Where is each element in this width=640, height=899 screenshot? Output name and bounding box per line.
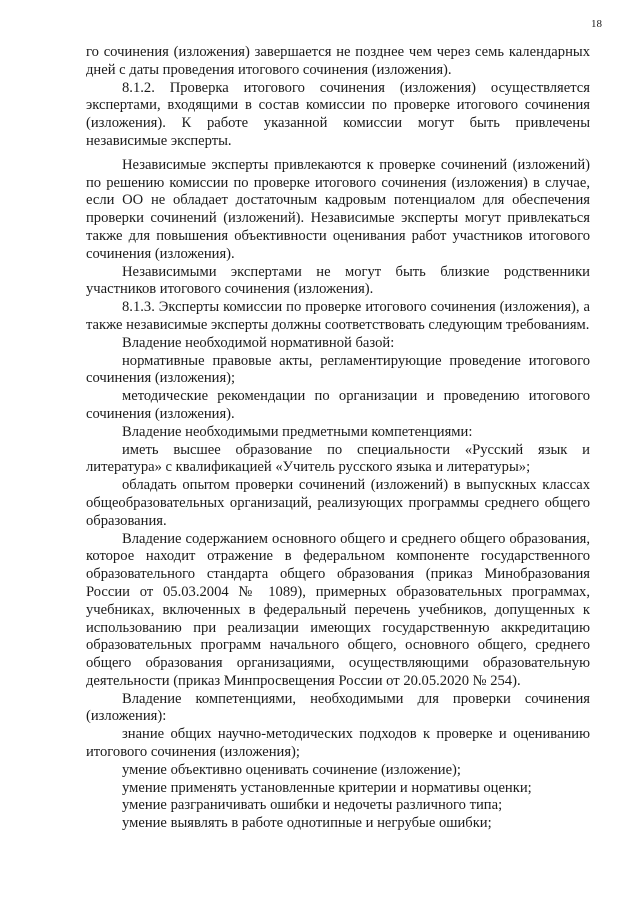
list-item-objective-evaluation: умение объективно оценивать сочинение (изложение); [122, 761, 461, 778]
paragraph-content-knowledge: Владение содержанием основного общего и среднего общего образования, которое находит отражение в федеральном компоненте государственного образовательного стандарта общего образования (приказ Минобразования России от 05.03.2004 № 1089), примерных образовательных программах, учебниках, включенных в федеральный перечень учебников, допущенных к использованию при реализации имеющих государственную аккредитацию образовательных программ начального общего, основного общего, среднего общего образования организациями, осуществляющими образовательную деятельности (приказ Минпросвещения России от 20.05.2020 № 254). [86, 530, 590, 689]
page-number: 18 [591, 18, 602, 30]
paragraph-relatives: Независимыми экспертами не могут быть близкие родственники участников итогового сочинения (изложения). [86, 263, 590, 298]
paragraph-independent-experts: Независимые эксперты привлекаются к проверке сочинений (изложений) по решению комиссии по проверке итогового сочинения (изложения) в случае, если ОО не обладает достаточным кадровым потенциалом для обеспечения проверки сочинений (изложений). Независимые эксперты могут привлекаться также для повышения объективности оценивания работ участников итогового сочинения (изложения). [86, 156, 590, 262]
list-item-distinguish-errors: умение разграничивать ошибки и недочеты различного типа; [122, 797, 503, 814]
paragraph-continuation: го сочинения (изложения) завершается не позднее чем через семь календарных дней с даты проведения итогового сочинения (изложения). [86, 44, 590, 78]
list-item-approaches: знание общих научно-методических подходов к проверке и оцениванию итогового сочинения (изложения); [86, 726, 590, 761]
list-item-method-recommendations: методические рекомендации по организации и проведению итогового сочинения (изложения). [86, 388, 590, 422]
list-item-higher-education: иметь высшее образование по специальности «Русский язык и литература» с квалификацией «Учитель русского языка и литературы»; [86, 441, 590, 476]
paragraph-8-1-3: 8.1.3. Эксперты комиссии по проверке итогового сочинения (изложения), а также независимые эксперты должны соответствовать следующим требованиям. [86, 299, 590, 333]
list-item-legal-acts: нормативные правовые акты, регламентирующие проведение итогового сочинения (изложения); [86, 352, 590, 387]
heading-check-competencies: Владение компетенциями, необходимыми для проверки сочинения (изложения): [86, 690, 590, 725]
list-item-experience: обладать опытом проверки сочинений (изложений) в выпускных классах общеобразовательных организаций, реализующих программы среднего общего образования. [86, 477, 590, 529]
heading-subject-competencies: Владение необходимыми предметными компетенциями: [122, 423, 473, 440]
list-item-identify-errors: умение выявлять в работе однотипные и негрубые ошибки; [122, 815, 492, 832]
paragraph-8-1-2: 8.1.2. Проверка итогового сочинения (изложения) осуществляется экспертами, входящими в состав комиссии по проверке итогового сочинения (изложения). К работе указанной комиссии могут быть привлечены независимые эксперты. [86, 79, 590, 149]
heading-normative-base: Владение необходимой нормативной базой: [122, 334, 395, 351]
list-item-apply-criteria: умение применять установленные критерии и нормативы оценки; [122, 779, 532, 796]
